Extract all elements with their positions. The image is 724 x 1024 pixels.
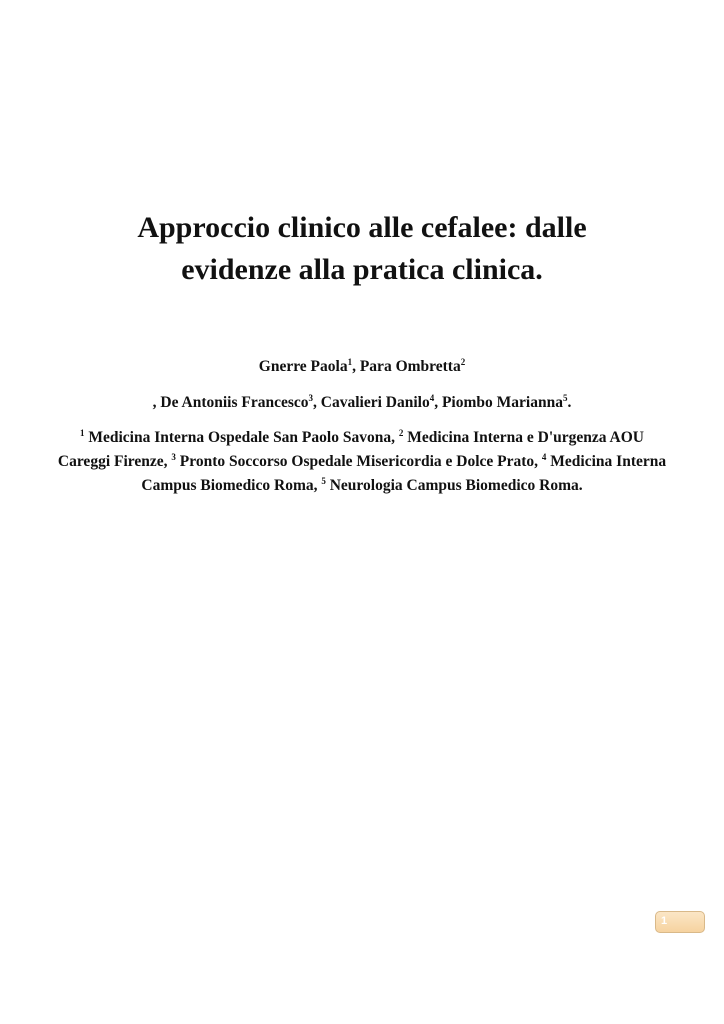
authors-line-1 bbox=[60, 356, 664, 378]
affiliation-mark: 5 bbox=[321, 475, 326, 486]
affiliation-mark: 4 bbox=[541, 451, 547, 462]
document-title bbox=[60, 207, 664, 291]
affiliation-text: Pronto Soccorso Ospedale Misericordia e Dolce Prato, bbox=[175, 453, 542, 470]
affiliation-mark: 3 bbox=[171, 451, 176, 462]
author-name: , De Antoniis Francesco bbox=[152, 394, 309, 411]
page-number: 1 bbox=[661, 915, 668, 927]
title-line-1: Approccio clinico alle cefalee: dalle bbox=[137, 211, 587, 244]
affiliations bbox=[56, 426, 668, 498]
author-name: , Cavalieri Danilo bbox=[313, 394, 430, 411]
author-name: Gnerre Paola bbox=[258, 358, 348, 375]
title-line-2: evidenze alla pratica clinica. bbox=[181, 253, 543, 286]
author-affiliation-mark: 1 bbox=[347, 356, 353, 367]
author-affiliation-mark: 4 bbox=[429, 392, 435, 403]
author-name: , Piombo Marianna bbox=[434, 394, 563, 411]
page-number-badge bbox=[655, 911, 705, 933]
affiliation-text: Medicina Interna e D'urgenza AOU Careggi Firenze, bbox=[57, 429, 644, 470]
author-affiliation-mark: 5 bbox=[562, 392, 568, 403]
authors-end-period: . bbox=[567, 394, 572, 411]
affiliation-text: Neurologia Campus Biomedico Roma. bbox=[325, 477, 583, 494]
affiliation-mark: 1 bbox=[79, 427, 85, 438]
authors-line-2 bbox=[40, 392, 684, 414]
author-name: , Para Ombretta bbox=[352, 358, 461, 375]
affiliation-text: Medicina Interna Campus Biomedico Roma, bbox=[141, 453, 667, 494]
affiliation-text: Medicina Interna Ospedale San Paolo Savona, bbox=[84, 429, 399, 446]
author-affiliation-mark: 3 bbox=[308, 392, 314, 403]
affiliation-mark: 2 bbox=[398, 427, 404, 438]
author-affiliation-mark: 2 bbox=[460, 356, 466, 367]
